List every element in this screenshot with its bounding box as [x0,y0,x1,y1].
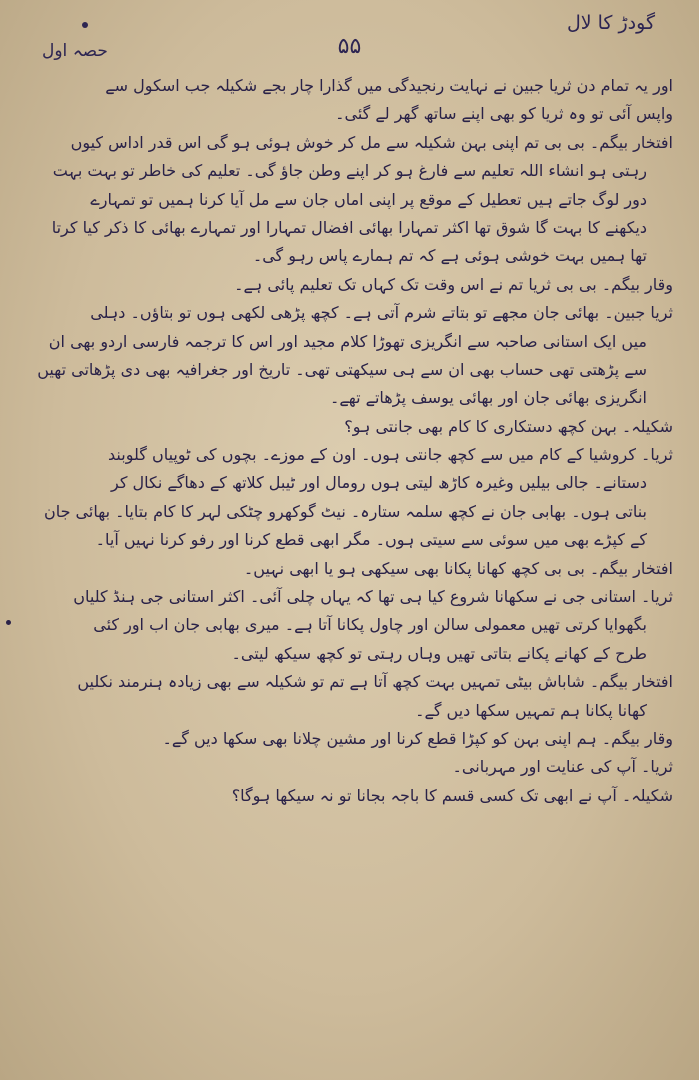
text-line: کے کپڑے بھی میں سوئی سے سیتی ہوں۔ مگر ابھی قطع کرنا اور رفو کرنا نہیں آیا۔ [95,530,647,550]
text-line: ثریا۔ استانی جی نے سکھانا شروع کیا ہی تھا کہ یہاں چلی آئی۔ اکثر استانی جی ہنڈ کلیاں [73,587,673,607]
text-line: دستانے۔ جالی بیلیں وغیرہ کاڑھ لیتی ہوں رومال اور ٹیبل کلاتھ کے دھاگے نکال کر [110,473,647,493]
text-line: کھانا پکانا ہم تمہیں سکھا دیں گے۔ [415,700,647,720]
text-line: افتخار بیگم۔ بی بی تم اپنی بہن شکیلہ سے مل کر خوش ہوئی ہو گی اس قدر اداس کیوں [70,132,673,152]
margin-ink-dot [6,620,11,625]
text-line: وقار بیگم۔ ہم اپنی بہن کو کپڑا قطع کرنا اور مشین چلانا بھی سکھا دیں گے۔ [162,728,673,748]
text-line: ثریا۔ کروشیا کے کام میں سے کچھ جانتی ہوں۔ اون کے موزے۔ بچوں کی ٹوپیاں گلوبند [108,445,673,465]
text-line: بناتی ہوں۔ بھابی جان نے کچھ سلمہ ستارہ۔ نیٹ گوکھرو چٹکی لہر کا کام بتایا۔ بھائی جان [43,501,647,521]
text-line: طرح کے کھانے پکانے بتاتی تھیں وہاں رہتی تو کچھ سیکھ لیتی۔ [231,643,647,663]
running-title: گودڑ کا لال [566,12,655,34]
text-line: انگریزی بھائی جان اور بھائی یوسف پڑھاتے تھے۔ [329,388,647,408]
ink-dot [82,22,88,28]
page-header [0,12,699,60]
text-line: بگھوایا کرتی تھیں معمولی سالن اور چاول پکانا آتا ہے۔ میری بھابی جان اب اور کئی [93,615,647,635]
text-line: ثریا۔ آپ کی عنایت اور مہربانی۔ [452,757,673,777]
text-line: اور یہ تمام دن ثریا جبین نے نہایت رنجیدگی میں گذارا چار بجے شکیلہ جب اسکول سے [105,76,673,95]
body-text [22,72,673,1072]
text-line: دور لوگ جاتے ہیں تعطیل کے موقع پر اپنی اماں جان سے مل آیا کرنا ہمیں تو تمہارے [90,189,647,209]
text-line: افتخار بیگم۔ بی بی کچھ کھانا پکانا بھی سیکھی ہو یا ابھی نہیں۔ [243,558,673,578]
text-line: میں ایک استانی صاحبہ سے انگریزی تھوڑا کلام مجید اور اس کا ترجمہ فارسی اردو بھی ان [48,331,647,351]
text-line: سے پڑھتی تھی حساب بھی ان سے ہی سیکھتی تھی۔ تاریخ اور جغرافیہ بھی دی پڑھاتی تھیں [37,359,647,379]
text-line: ثریا جبین۔ بھائی جان مجھے تو بتاتے شرم آتی ہے۔ کچھ پڑھی لکھی ہوں تو بتاؤں۔ دہلی [90,303,673,323]
text-line: افتخار بیگم۔ شاباش بیٹی تمہیں بہت کچھ آتا ہے تم تو شکیلہ سے بھی زیادہ ہنرمند نکلیں [77,672,673,692]
text-line: شکیلہ۔ آپ نے ابھی تک کسی قسم کا باجہ بجانا تو نہ سیکھا ہوگا؟ [231,785,673,805]
text-line: وقار بیگم۔ بی بی ثریا تم نے اس وقت تک کہاں تک تعلیم پائی ہے۔ [234,274,673,294]
section-label: حصہ اول [42,41,108,61]
text-line: واپس آئی تو وہ ثریا کو بھی اپنے ساتھ گھر لے گئی۔ [335,104,673,124]
text-line: شکیلہ۔ بہن کچھ دستکاری کا کام بھی جانتی ہو؟ [344,416,673,436]
text-line: تھا ہمیں بہت خوشی ہوئی ہے کہ تم ہمارے پاس رہو گی۔ [252,246,647,266]
page-number: ۵۵ [337,34,362,59]
text-line: دیکھنے کا بہت گا شوق تھا اکثر تمہارا بھائی افضال تمہارا اور تمہارے بھائی کا ذکر کیا کرتا [51,217,647,237]
text-line: رہتی ہو انشاء اللہ تعلیم سے فارغ ہو کر اپنے وطن جاؤ گی۔ تعلیم کی خاطر تو بہت بہت [52,161,647,181]
